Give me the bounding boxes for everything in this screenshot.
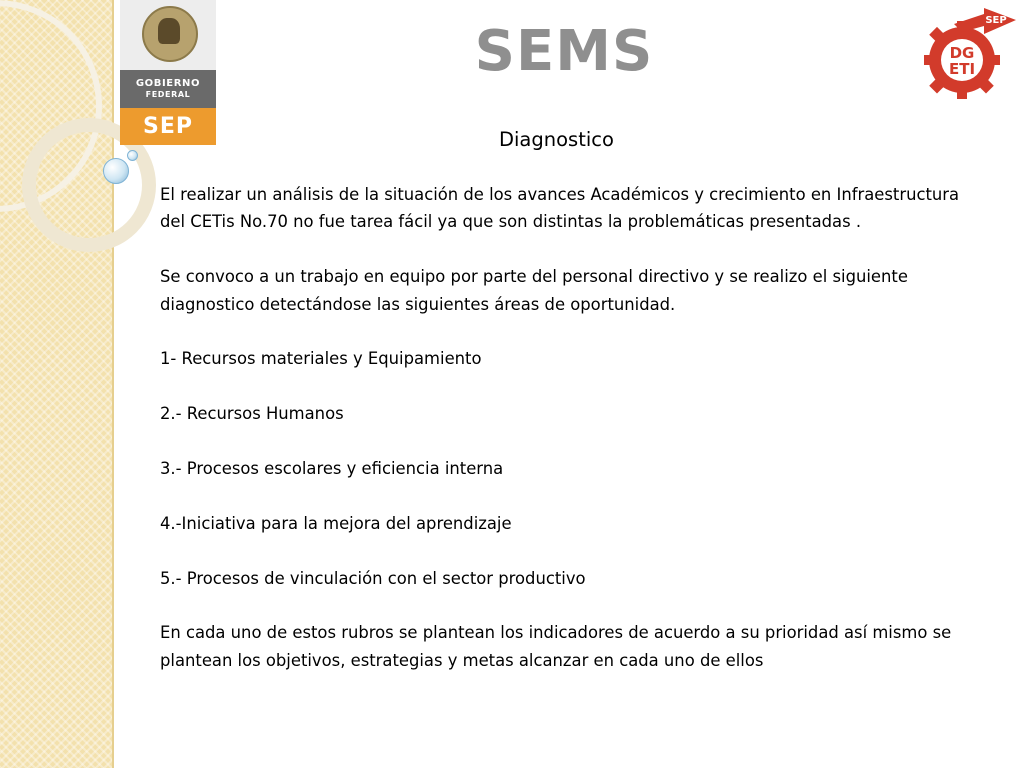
dgeti-text-bottom: ETI xyxy=(948,60,976,78)
sems-logo: SEMS xyxy=(474,19,654,84)
dgeti-logo xyxy=(924,4,1020,104)
decorative-bubble-large xyxy=(103,158,129,184)
sep-label: SEP xyxy=(120,108,216,145)
decorative-bubble-small xyxy=(127,150,138,161)
area-item: 4.-Iniciativa para la mejora del aprendizaje xyxy=(160,513,512,533)
side-band-edge xyxy=(112,0,114,768)
area-item: 5.- Procesos de vinculación con el sector productivo xyxy=(160,568,586,588)
gobierno-federal-label: GOBIERNO FEDERAL xyxy=(120,70,216,108)
national-seal-icon xyxy=(120,0,216,70)
slide-title: Diagnostico xyxy=(499,128,614,151)
area-item: 3.- Procesos escolares y eficiencia interna xyxy=(160,459,504,478)
area-item: 1- Recursos materiales y Equipamiento xyxy=(160,349,482,369)
intro-paragraph: El realizar un análisis de la situación de los avances Académicos y crecimiento en Infraestructura del CETis No.70 no fue tarea fácil ya que son distintas la problemáticas presentadas . xyxy=(160,185,960,232)
dgeti-badge-text: SEP xyxy=(985,15,1007,26)
dgeti-gear-icon xyxy=(924,4,1020,104)
area-item: 2.- Recursos Humanos xyxy=(160,404,344,424)
team-paragraph: Se convoco a un trabajo en equipo por parte del personal directivo y se realizo el siguiente diagnostico detectándose las siguientes áreas de oportunidad. xyxy=(160,267,908,314)
slide-body xyxy=(160,181,980,702)
gobierno-federal-sep-logo xyxy=(120,0,216,145)
closing-paragraph: En cada uno de estos rubros se plantean los indicadores de acuerdo a su prioridad así mismo se plantean los objetivos, estrategias y metas alcanzar en cada uno de ellos xyxy=(160,623,952,670)
dgeti-text-top: DG xyxy=(949,44,975,62)
